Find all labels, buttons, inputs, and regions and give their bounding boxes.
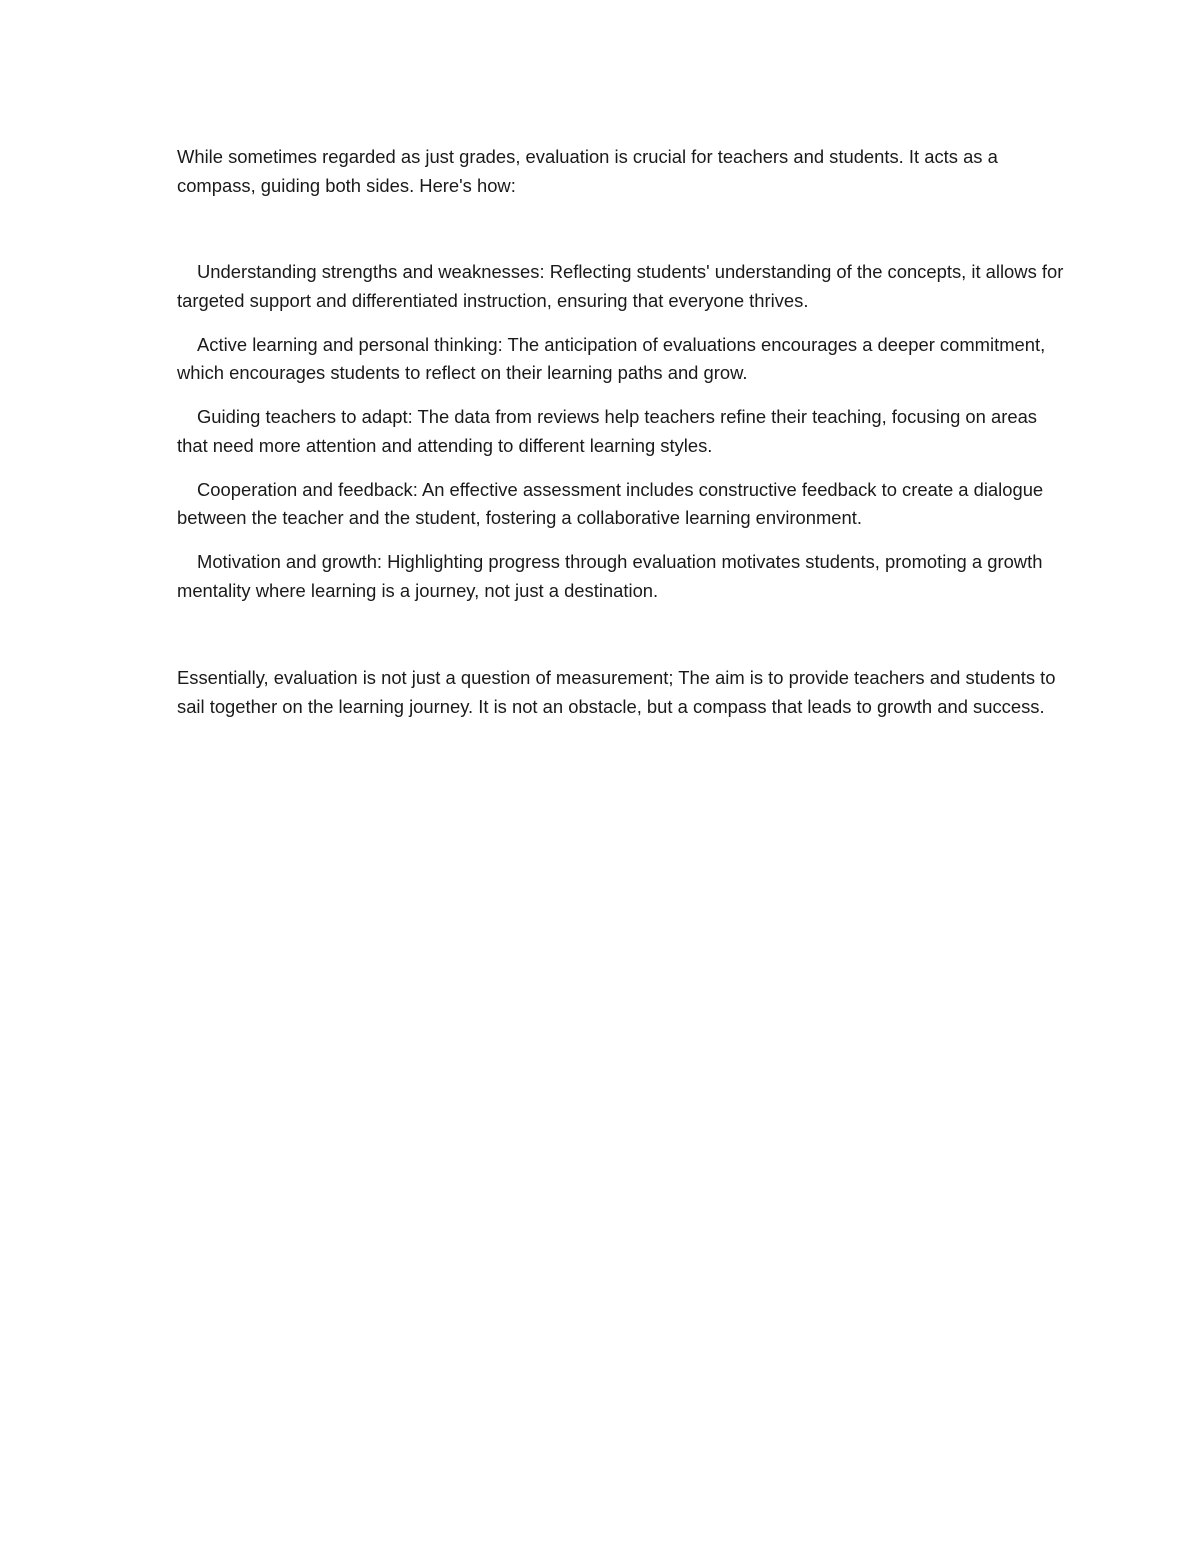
- point-cooperation-feedback: Cooperation and feedback: An effective assessment includes constructive feedback to create a dialogue between the teacher and the student, fostering a collaborative learning environment.: [177, 478, 1044, 528]
- intro-paragraph: While sometimes regarded as just grades, evaluation is crucial for teachers and students. It acts as a compass, guiding both sides. Here's how:: [177, 146, 998, 196]
- point-motivation-growth: Motivation and growth: Highlighting progress through evaluation motivates students, promoting a growth mentality where learning is a journey, not just a destination.: [177, 551, 1043, 601]
- document-body: [177, 143, 1067, 721]
- point-strengths-weaknesses: Understanding strengths and weaknesses: Reflecting students' understanding of the concepts, it allows for targeted support and differentiated instruction, ensuring that everyone thrives.: [177, 261, 1064, 311]
- point-active-learning: Active learning and personal thinking: The anticipation of evaluations encourages a deeper commitment, which encourages students to reflect on their learning paths and grow.: [177, 333, 1046, 383]
- conclusion-paragraph: Essentially, evaluation is not just a question of measurement; The aim is to provide teachers and students to sail together on the learning journey. It is not an obstacle, but a compass that leads to growth and success.: [177, 667, 1056, 717]
- point-guiding-teachers: Guiding teachers to adapt: The data from reviews help teachers refine their teaching, focusing on areas that need more attention and attending to different learning styles.: [177, 406, 1037, 456]
